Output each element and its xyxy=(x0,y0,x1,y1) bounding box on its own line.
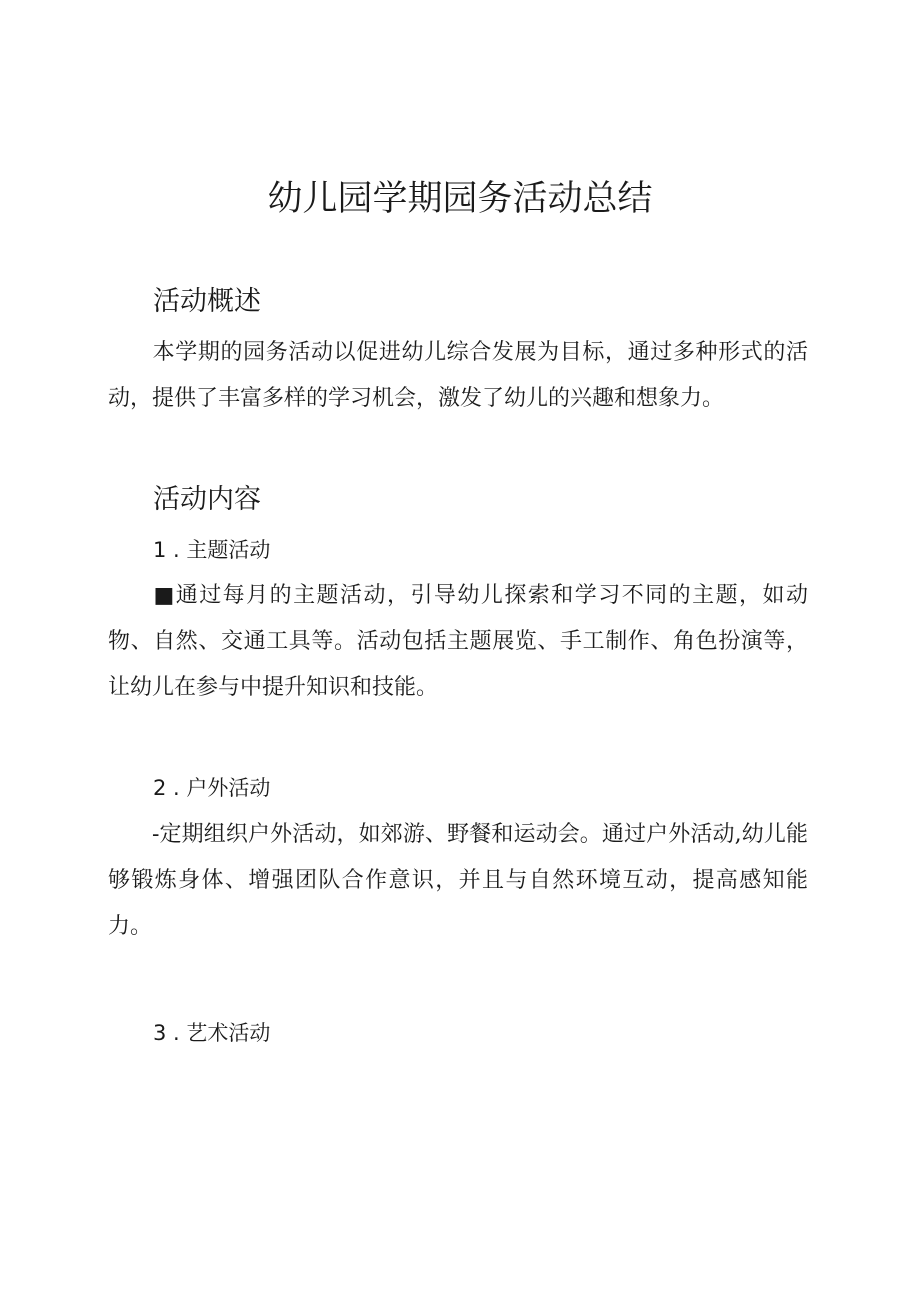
section-heading-content: 活动内容 xyxy=(153,484,261,515)
outdoor-activity-paragraph xyxy=(108,812,808,950)
overview-paragraph-text: 本学期的园务活动以促进幼儿综合发展为目标，通过多种形式的活动，提供了丰富多样的学习机会，激发了幼儿的兴趣和想象力。 xyxy=(108,340,808,411)
item-label-theme: 1 . 主题活动 xyxy=(153,538,271,562)
theme-activity-text: ■通过每月的主题活动，引导幼儿探索和学习不同的主题，如动物、自然、交通工具等。活动包括主题展览、手工制作、角色扮演等，让幼儿在参与中提升知识和技能。 xyxy=(108,583,808,700)
document-title: 幼儿园学期园务活动总结 xyxy=(267,179,653,219)
item-label-outdoor: 2 . 户外活动 xyxy=(153,776,271,800)
item-label-art: 3 . 艺术活动 xyxy=(153,1021,271,1045)
overview-paragraph xyxy=(108,330,808,422)
theme-activity-paragraph xyxy=(108,573,808,711)
section-heading-overview: 活动概述 xyxy=(153,286,261,317)
outdoor-activity-text: -定期组织户外活动，如郊游、野餐和运动会。通过户外活动,幼儿能够锻炼身体、增强团队合作意识，并且与自然环境互动，提高感知能力。 xyxy=(108,822,808,939)
